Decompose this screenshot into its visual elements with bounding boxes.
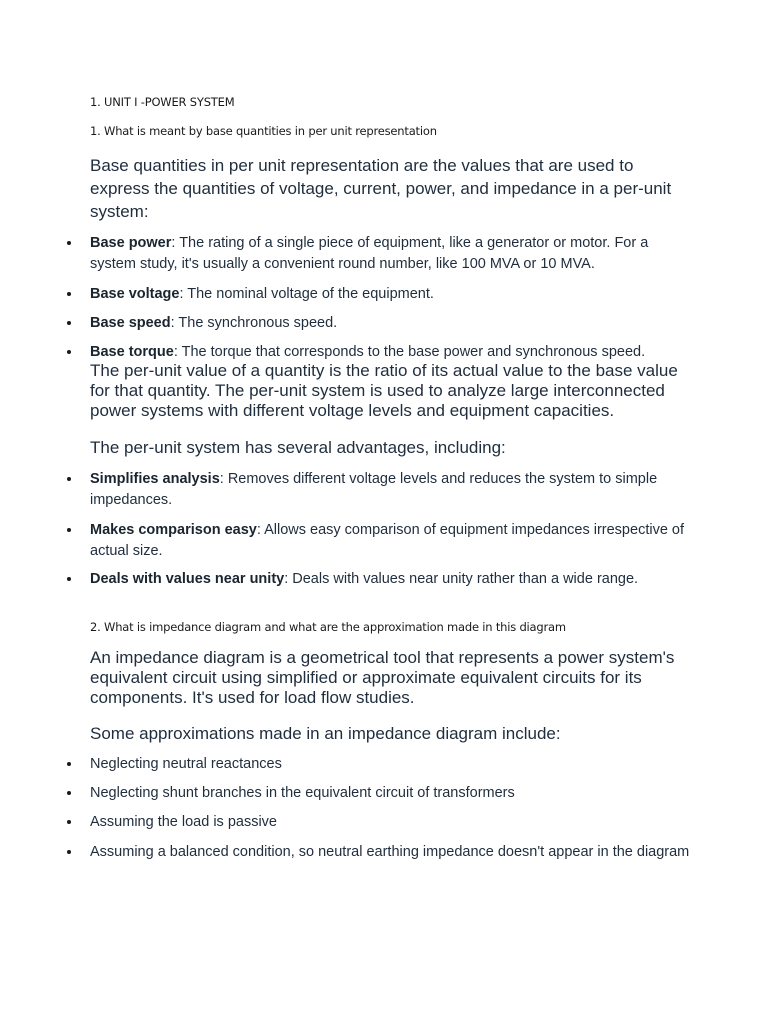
unit-heading: 1. UNIT I -POWER SYSTEM	[90, 95, 235, 109]
question-1: 1. What is meant by base quantities in per unit representation	[90, 124, 437, 138]
q1-intro-paragraph: Base quantities in per unit representation are the values that are used to express the quantities of voltage, current, power, and impedance in a per-unit system:	[90, 156, 672, 221]
list-item-text: : The nominal voltage of the equipment.	[179, 286, 434, 302]
bullet-icon	[67, 241, 71, 245]
bullet-icon	[67, 528, 71, 532]
bullet-icon	[67, 292, 71, 296]
list-item-text: : The torque that corresponds to the base power and synchronous speed.	[173, 344, 646, 360]
bullet-icon	[67, 577, 71, 581]
list-item	[90, 520, 690, 562]
approximations-intro: Some approximations made in an impedance diagram include:	[90, 724, 561, 743]
list-item	[90, 812, 690, 833]
bullet-icon	[67, 850, 71, 854]
list-item-term: Simplifies analysis	[90, 471, 220, 487]
bullet-icon	[67, 791, 71, 795]
list-item-text: : Allows easy comparison of equipment impedances irrespective of actual size.	[90, 522, 684, 559]
list-item	[90, 754, 690, 775]
list-item-term: Base torque	[90, 344, 174, 360]
per-unit-explanation: The per-unit value of a quantity is the ratio of its actual value to the base value for that quantity. The per-unit system is used to analyze large interconnected power systems with different voltage levels and equipment capacities.	[90, 361, 678, 420]
list-item	[90, 233, 690, 275]
list-item-text: : The synchronous speed.	[170, 315, 338, 331]
list-item-text: Neglecting neutral reactances	[90, 756, 282, 772]
list-item	[90, 783, 690, 804]
list-item-term: Base speed	[90, 315, 171, 331]
list-item-text: : Removes different voltage levels and reduces the system to simple impedances.	[90, 471, 658, 508]
list-item	[90, 284, 690, 305]
bullet-icon	[67, 820, 71, 824]
list-item-term: Base voltage	[90, 286, 180, 302]
list-item	[90, 313, 690, 334]
bullet-icon	[67, 350, 71, 354]
list-item-text: Assuming the load is passive	[90, 814, 277, 830]
list-item-text: Assuming a balanced condition, so neutral earthing impedance doesn't appear in the diagram	[90, 844, 690, 860]
list-item-term: Base power	[90, 235, 172, 251]
list-item	[90, 569, 690, 590]
list-item-text: : Deals with values near unity rather than a wide range.	[284, 571, 639, 587]
list-item-term: Makes comparison easy	[90, 522, 257, 538]
list-item	[90, 469, 690, 511]
bullet-icon	[67, 477, 71, 481]
list-item-text: Neglecting shunt branches in the equivalent circuit of transformers	[90, 785, 515, 801]
list-item-term: Deals with values near unity	[90, 571, 285, 587]
list-item	[90, 342, 690, 363]
bullet-icon	[67, 762, 71, 766]
bullet-icon	[67, 321, 71, 325]
q2-intro-paragraph: An impedance diagram is a geometrical tool that represents a power system's equivalent circuit using simplified or approximate equivalent circuits for its components. It's used for load flow studies.	[90, 648, 675, 707]
advantages-intro: The per-unit system has several advantages, including:	[90, 438, 506, 457]
list-item-text: : The rating of a single piece of equipment, like a generator or motor. For a system study, it's usually a convenient round number, like 100 MVA or 10 MVA.	[90, 235, 649, 272]
list-item	[90, 842, 690, 863]
question-2: 2. What is impedance diagram and what are the approximation made in this diagram	[90, 620, 566, 634]
